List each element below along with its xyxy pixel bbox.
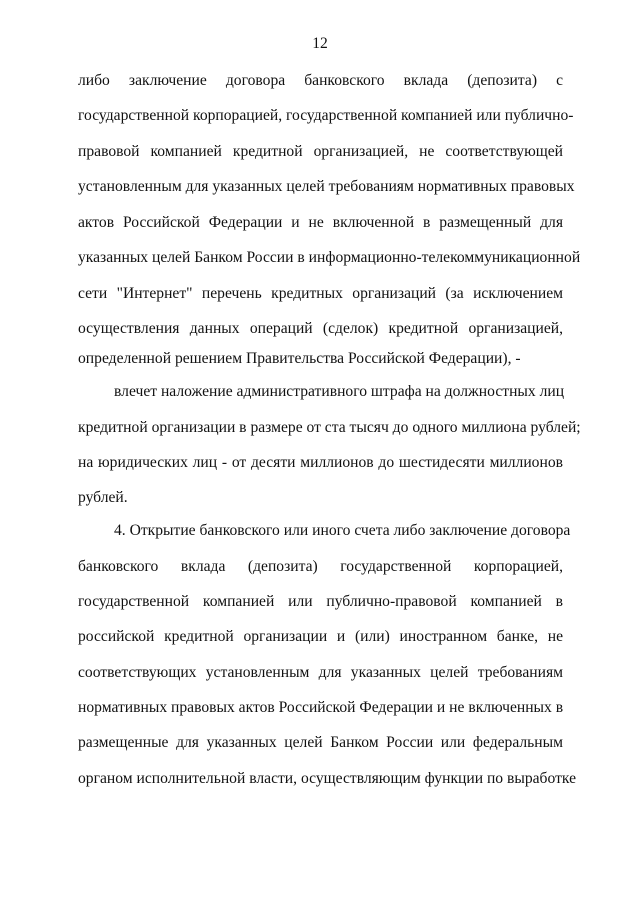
text-line: банковского вклада (депозита) государственной корпорацией, xyxy=(78,558,563,575)
text-line: размещенные для указанных целей Банком России или федеральным xyxy=(78,734,563,751)
text-line: установленным для указанных целей требованиям нормативных правовых xyxy=(78,178,575,195)
text-line: кредитной организации в размере от ста тысяч до одного миллиона рублей; xyxy=(78,419,581,436)
text-line: определенной решением Правительства Российской Федерации), - xyxy=(78,350,521,367)
text-line: актов Российской Федерации и не включенной в размещенный для xyxy=(78,214,563,231)
text-line: соответствующих установленным для указанных целей требованиям xyxy=(78,664,563,681)
text-line: нормативных правовых актов Российской Федерации и не включенных в xyxy=(78,699,564,716)
text-line: указанных целей Банком России в информационно-телекоммуникационной xyxy=(78,249,581,266)
text-line: на юридических лиц - от десяти миллионов до шестидесяти миллионов xyxy=(78,454,563,471)
text-line: 4. Открытие банковского или иного счета либо заключение договора xyxy=(114,522,571,539)
text-line: органом исполнительной власти, осуществляющим функции по выработке xyxy=(78,770,576,787)
text-line: рублей. xyxy=(78,489,128,506)
page-number: 12 xyxy=(312,35,328,52)
text-line: либо заключение договора банковского вклада (депозита) с xyxy=(78,72,563,89)
text-line: государственной корпорацией, государственной компанией или публично- xyxy=(78,107,574,124)
text-line: государственной компанией или публично-правовой компанией в xyxy=(78,593,563,610)
text-line: осуществления данных операций (сделок) кредитной организацией, xyxy=(78,320,563,337)
text-line: правовой компанией кредитной организацией, не соответствующей xyxy=(78,143,563,160)
text-line: влечет наложение административного штрафа на должностных лиц xyxy=(114,383,565,400)
text-line: сети "Интернет" перечень кредитных организаций (за исключением xyxy=(78,285,563,302)
text-line: российской кредитной организации и (или) иностранном банке, не xyxy=(78,628,563,645)
